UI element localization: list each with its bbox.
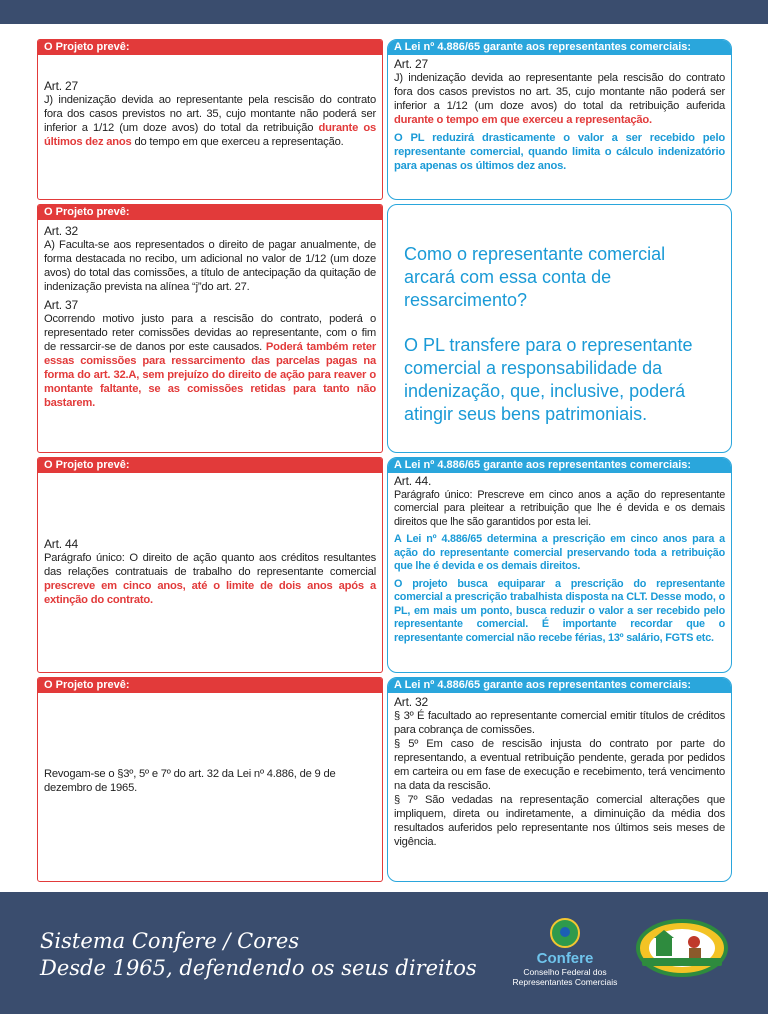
row4-right-p3: § 3º É facultado ao representante comercial emitir títulos de créditos para cobrança de comissões. [394, 710, 725, 736]
row3-right-text: Parágrafo único: Prescreve em cinco anos a ação do representante comercial para pleitear a retribuição que lhe é devida e os demais direitos que lhe são garantidos por esta lei. [394, 488, 725, 528]
footer-line2: Desde 1965, defendendo os seus direitos [40, 956, 477, 980]
footer-slogan [40, 928, 477, 982]
cores-seal-icon [634, 918, 730, 978]
confere-logo-name: Confere [536, 950, 594, 967]
row2-right-question: Como o representante comercial arcará com essa conta de ressarcimento? [404, 244, 666, 310]
row2-left-highlight: Poderá também reter essas comissões para ressarcimento das parcelas pagas na forma do art. 32.A, sem prejuízo do direito de ação para reaver o montante faltante, se as comissões retidas para tanto não bastarem. [44, 341, 376, 409]
row1-right-box [387, 39, 732, 200]
row3-right-box [387, 457, 732, 673]
row1-right-note: O PL reduzirá drasticamente o valor a ser recebido pelo representante comercial, quando limita o cálculo indenizatório para apenas os últimos dez anos. [394, 132, 725, 172]
row4-right-p7: § 7º São vedadas na representação comercial alterações que impliquem, direta ou indiretamente, a diminuição da média dos resultados auferidos pelo representante nos últimos seis meses de vigência. [394, 794, 725, 848]
row1-left-header: O Projeto prevê: [38, 40, 382, 55]
row1-left-art: Art. 27 [44, 79, 78, 93]
row4-left-text: Revogam-se o §3º, 5º e 7º do art. 32 da Lei nº 4.886, de 9 de dezembro de 1965. [44, 768, 336, 794]
row3-left-header: O Projeto prevê: [38, 458, 382, 473]
row3-right-header: A Lei nº 4.886/65 garante aos representantes comerciais: [388, 458, 731, 473]
row1-left-highlight: durante os últimos dez anos [44, 122, 376, 148]
row3-left-highlight: prescreve em cinco anos, até o limite de dois anos após a extinção do contrato. [44, 580, 376, 606]
row2-left-art37: Art. 37 [44, 298, 78, 312]
row2-left-header: O Projeto prevê: [38, 205, 382, 220]
row2-left-text37: Ocorrendo motivo justo para a rescisão do contrato, poderá o representado reter comissões devidas ao representante, com o fim de ressarcir-se de danos por este causados. [44, 313, 376, 353]
coat-of-arms-icon [550, 918, 580, 948]
row1-left-tail: do tempo em que exerceu a representação. [131, 136, 344, 148]
confere-logo-subtitle: Conselho Federal dos Representantes Comerciais [512, 967, 618, 987]
row2-left-art32: Art. 32 [44, 224, 78, 238]
row3-right-note1: A Lei nº 4.886/65 determina a prescrição em cinco anos para a ação do representante comercial preservando toda a retribuição que lhe é devida e os demais direitos. [394, 533, 725, 572]
row1-right-header: A Lei nº 4.886/65 garante aos representantes comerciais: [388, 40, 731, 55]
row4-right-box [387, 677, 732, 882]
row4-right-art: Art. 32 [394, 695, 428, 709]
row3-left-box [37, 457, 383, 673]
row3-right-note2: O projeto busca equiparar a prescrição do representante comercial a prescrição trabalhista disposta na CLT. Desse modo, o PL, em mais um ponto, busca reduzir o valor a ser recebido pelo representante comercial. É importante recordar que o representante comercial não recebe férias, 13º salário, FGTS etc. [394, 577, 725, 644]
row4-left-header: O Projeto prevê: [38, 678, 382, 693]
row2-left-box [37, 204, 383, 453]
confere-logo [510, 918, 620, 987]
row3-right-art: Art. 44. [394, 474, 432, 488]
row4-right-p5: § 5º Em caso de rescisão injusta do contrato por parte do representando, a eventual retribuição pendente, gerada por pedidos em carteira ou em fase de execução e recebimento, terá vencimento na data da rescisão. [394, 738, 725, 792]
row4-left-box [37, 677, 383, 882]
row1-right-art: Art. 27 [394, 57, 428, 71]
row3-left-text: Parágrafo único: O direito de ação quanto aos créditos resultantes das relações contratuais de trabalho do representante comercial [44, 552, 376, 578]
row2-right-conclusion: O PL transfere para o representante comercial a responsabilidade da indenização, que, inclusive, poderá atingir seus bens patrimoniais. [404, 335, 693, 424]
row1-left-text: J) indenização devida ao representante pela rescisão do contrato fora dos casos previstos no art. 35, cujo montante não poderá ser inferior a 1/12 (um doze avos) do total da retribuição [44, 94, 376, 134]
top-banner [0, 0, 768, 24]
row1-left-box [37, 39, 383, 200]
row2-right-box [387, 204, 732, 453]
row2-left-text32: A) Faculta-se aos representados o direito de pagar anualmente, de forma destacada no recibo, um adicional no valor de 1/12 (um doze avos) do total das comissões, a título de antecipação da quitação de indenização prevista na alínea “j”do art. 27. [44, 239, 376, 293]
row1-right-text: J) indenização devida ao representante pela rescisão do contrato fora dos casos previstos no art. 35, cujo montante não poderá ser inferior a 1/12 (um doze avos) do total da retribuição auferida [394, 72, 725, 112]
row3-left-art: Art. 44 [44, 537, 78, 551]
row4-right-header: A Lei nº 4.886/65 garante aos representantes comerciais: [388, 678, 731, 693]
footer-line1: Sistema Confere / Cores [40, 929, 300, 953]
row1-right-highlight: durante o tempo em que exerceu a representação. [394, 114, 652, 126]
